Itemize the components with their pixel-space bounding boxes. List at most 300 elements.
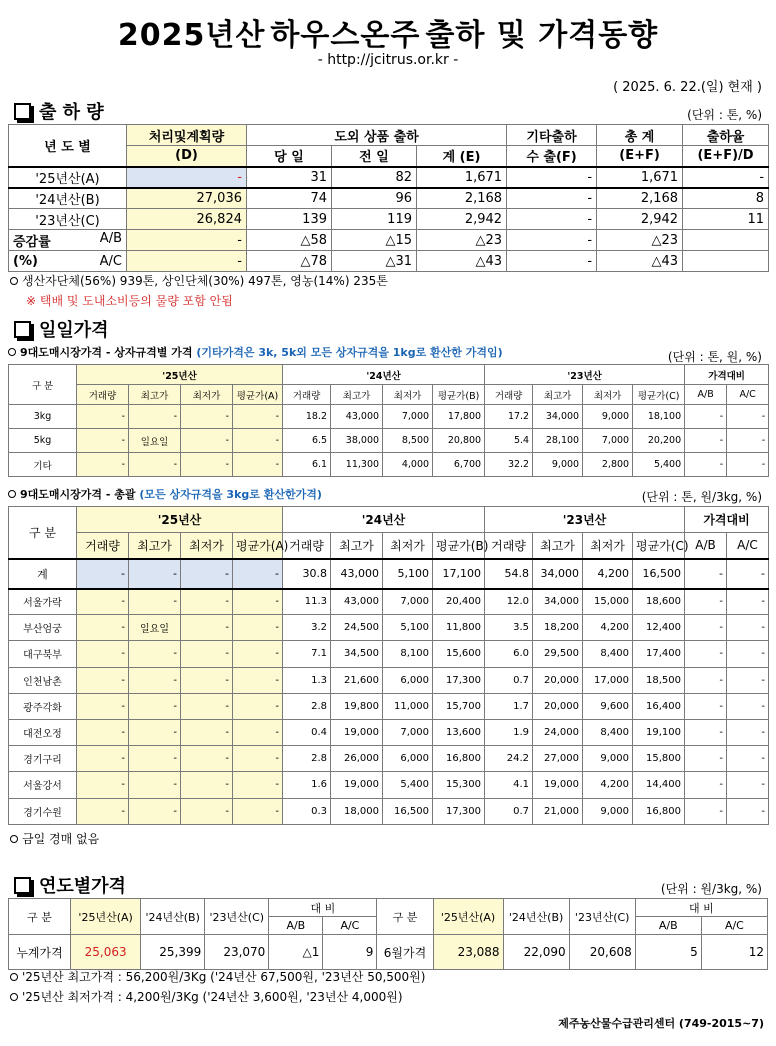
cell: -: [685, 589, 727, 615]
table-row: [9, 251, 769, 272]
cell: 21,600: [331, 667, 383, 693]
note-text: 금일 경매 없음: [22, 832, 100, 846]
header-other: 기타출하: [507, 125, 597, 146]
cell: 3.5: [485, 615, 533, 641]
checkbox-icon: [14, 321, 31, 338]
cell: 2,942: [417, 209, 507, 230]
subtitle-note: (기타가격은 3k, 5k외 모든 상자규격을 1kg로 환산한 가격임): [196, 346, 503, 359]
cell: -: [727, 798, 769, 824]
header-max: 최고가: [331, 385, 383, 405]
header-ab: A/B: [635, 917, 701, 935]
bullet-icon: [8, 490, 16, 498]
cell: -: [77, 453, 129, 477]
auction-note: [10, 830, 99, 847]
cell: -: [233, 405, 283, 429]
change-label: [9, 251, 127, 272]
cell: -: [129, 453, 181, 477]
cell: 1,671: [597, 167, 683, 188]
cell: -: [683, 167, 769, 188]
size-price-subtitle: [8, 344, 503, 360]
subtitle-text: 9대도매시장가격 - 총괄: [20, 488, 136, 501]
cell: -: [233, 719, 283, 745]
header-rate: 출하율: [683, 125, 769, 146]
cell: -: [127, 251, 247, 272]
row-label: 경기수원: [9, 798, 77, 824]
header-c: '23년산(C): [569, 899, 635, 935]
cell: 82: [332, 167, 417, 188]
cell: -: [727, 719, 769, 745]
cell: -: [233, 615, 283, 641]
cell: -: [129, 719, 181, 745]
report-date: ( 2025. 6. 22.(일) 현재 ): [613, 80, 762, 95]
cell: -: [233, 693, 283, 719]
cell: 16,800: [433, 746, 485, 772]
header-prev: 전 일: [332, 146, 417, 167]
section-shipment-title: [14, 98, 104, 124]
cell: -: [727, 429, 769, 453]
cell: △23: [417, 230, 507, 251]
cell: 27,000: [533, 746, 583, 772]
table-row: [9, 589, 769, 615]
cell: 74: [247, 188, 332, 209]
cell: -: [685, 667, 727, 693]
cell: 15,800: [633, 746, 685, 772]
row-label: 6월가격: [377, 935, 433, 970]
cell: -: [507, 209, 597, 230]
cell: 15,000: [583, 589, 633, 615]
cell: 5,100: [383, 559, 433, 589]
header-max: 최고가: [533, 533, 583, 559]
cell: 2,168: [597, 188, 683, 209]
cell: -: [233, 589, 283, 615]
cell: 1.7: [485, 693, 533, 719]
cell: -: [77, 641, 129, 667]
cell: 6,000: [383, 746, 433, 772]
cell: 17,300: [433, 667, 485, 693]
header-plan-d: (D): [127, 146, 247, 167]
cell: △43: [417, 251, 507, 272]
cell: 18,100: [633, 405, 685, 429]
cell: -: [181, 405, 233, 429]
cell: 31: [247, 167, 332, 188]
cell: -: [181, 693, 233, 719]
row-label: 경기구리: [9, 746, 77, 772]
cell: 0.7: [485, 667, 533, 693]
cell: 23,070: [205, 935, 269, 970]
site-url[interactable]: - http://jcitrus.or.kr -: [317, 52, 459, 68]
cell: 15,700: [433, 693, 485, 719]
cell: -: [507, 167, 597, 188]
max-price-note: [10, 968, 425, 985]
cell: 3.2: [283, 615, 331, 641]
cell: 4.1: [485, 772, 533, 798]
cell: -: [77, 746, 129, 772]
title-main: 하우스온주: [270, 18, 421, 53]
cell: -: [685, 719, 727, 745]
cell: 34,500: [331, 641, 383, 667]
cell: 0.7: [485, 798, 533, 824]
cell: -: [233, 772, 283, 798]
note-text: 생산자단체(56%) 939톤, 상인단체(30%) 497톤, 영농(14%) 235톤: [22, 274, 388, 288]
table-row: [9, 667, 769, 693]
cell: -: [685, 559, 727, 589]
bullet-icon: [8, 348, 16, 356]
cell: 6.0: [485, 641, 533, 667]
cell: 11,000: [383, 693, 433, 719]
header-y25: '25년산: [77, 365, 283, 385]
cell: 18.2: [283, 405, 331, 429]
bullet-icon: [10, 993, 18, 1001]
row-label: 계: [9, 559, 77, 589]
cell: 4,000: [383, 453, 433, 477]
cell: -: [77, 798, 129, 824]
cell: -: [727, 405, 769, 429]
header-gubun: 구 분: [9, 365, 77, 405]
header-min: 최저가: [383, 533, 433, 559]
min-price-note: [10, 988, 403, 1005]
header-total-ef: (E+F): [597, 146, 683, 167]
header-min: 최저가: [583, 385, 633, 405]
cell: 20,000: [533, 693, 583, 719]
cell: -: [727, 641, 769, 667]
subtitle-note: (모든 상자규격을 3kg로 환산한가격): [139, 488, 322, 501]
header-vol: 거래량: [485, 385, 533, 405]
cell: -: [181, 641, 233, 667]
cell: -: [129, 746, 181, 772]
row-label: 누계가격: [9, 935, 71, 970]
cell: 6.5: [283, 429, 331, 453]
header-gubun: 구 분: [9, 899, 71, 935]
cell: 8: [683, 188, 769, 209]
cell: 22,090: [503, 935, 569, 970]
cell: 8,400: [583, 719, 633, 745]
row-label: 기타: [9, 453, 77, 477]
title-prefix: 2025년산: [117, 18, 266, 53]
cell: 9,600: [583, 693, 633, 719]
cell: 25,399: [141, 935, 205, 970]
header-cmp: 가격대비: [685, 507, 769, 533]
cell: 25,063: [71, 935, 141, 970]
header-b: '24년산(B): [503, 899, 569, 935]
cell: 23,088: [433, 935, 503, 970]
table-row: [9, 693, 769, 719]
cell: 12: [701, 935, 767, 970]
header-vol: 거래량: [485, 533, 533, 559]
section-label: 출 하 량: [39, 102, 104, 123]
cell: 30.8: [283, 559, 331, 589]
cell: 4,200: [583, 772, 633, 798]
row-label: 3kg: [9, 405, 77, 429]
cell: 139: [247, 209, 332, 230]
header-ac: A/C: [323, 917, 377, 935]
cell: 0.4: [283, 719, 331, 745]
header-avg: 평균가(C): [633, 533, 685, 559]
cell: 7,000: [583, 429, 633, 453]
header-ac: A/C: [701, 917, 767, 935]
cell: -: [507, 230, 597, 251]
cell: 11.3: [283, 589, 331, 615]
header-min: 최저가: [181, 385, 233, 405]
cell: -: [727, 772, 769, 798]
header-sum-e: 계 (E): [417, 146, 507, 167]
cell: -: [77, 693, 129, 719]
header-rate-formula: (E+F)/D: [683, 146, 769, 167]
header-vol: 거래량: [77, 385, 129, 405]
cell: 96: [332, 188, 417, 209]
cell: 20,000: [533, 667, 583, 693]
cell: -: [129, 641, 181, 667]
cell: -: [727, 746, 769, 772]
cell: 24,000: [533, 719, 583, 745]
cell: 54.8: [485, 559, 533, 589]
change-label: [9, 230, 127, 251]
cell: -: [181, 453, 233, 477]
size-price-table: [8, 364, 769, 477]
cell: -: [233, 429, 283, 453]
section-yearly-price-title: [14, 872, 126, 898]
header-y25: '25년산: [77, 507, 283, 533]
cell: 15,600: [433, 641, 485, 667]
header-min: 최저가: [583, 533, 633, 559]
cell: 17,300: [433, 798, 485, 824]
cell: 26,000: [331, 746, 383, 772]
cell: 4,200: [583, 559, 633, 589]
header-max: 최고가: [533, 385, 583, 405]
cell: 27,036: [127, 188, 247, 209]
cell: -: [727, 453, 769, 477]
subtitle-text: 9대도매시장가격 - 상자규격별 가격: [20, 346, 193, 359]
cell: 2,800: [583, 453, 633, 477]
shipment-note: [10, 272, 388, 289]
cell: 일요일: [129, 429, 181, 453]
cell: -: [181, 667, 233, 693]
cell: -: [129, 693, 181, 719]
cell: -: [727, 667, 769, 693]
table-row: [9, 209, 769, 230]
cell: -: [181, 615, 233, 641]
cell: -: [727, 589, 769, 615]
cell: 119: [332, 209, 417, 230]
page-title: [0, 10, 776, 54]
cell: △23: [597, 230, 683, 251]
row-label: 서울강서: [9, 772, 77, 798]
cell: -: [685, 405, 727, 429]
cell: 9,000: [583, 746, 633, 772]
row-label: '24년산(B): [9, 188, 127, 209]
table-row: [9, 615, 769, 641]
row-label: '25년산(A): [9, 167, 127, 188]
table-row: [9, 230, 769, 251]
row-label: 5kg: [9, 429, 77, 453]
cell: 9,000: [583, 405, 633, 429]
cell: 14,400: [633, 772, 685, 798]
header-max: 최고가: [331, 533, 383, 559]
cell: 2.8: [283, 746, 331, 772]
cell: 16,400: [633, 693, 685, 719]
table-row: [9, 719, 769, 745]
cell: 13,600: [433, 719, 485, 745]
footer-org: 제주농산물수급관리센터 (749-2015~7): [558, 1017, 764, 1030]
cell: 7,000: [383, 405, 433, 429]
table-row: [9, 559, 769, 589]
cell: [683, 230, 769, 251]
cell: -: [129, 798, 181, 824]
header-year: 년 도 별: [9, 125, 127, 167]
cell: 7,000: [383, 589, 433, 615]
cell: 0.3: [283, 798, 331, 824]
header-avg: 평균가(B): [433, 533, 485, 559]
cell: 9,000: [533, 453, 583, 477]
header-gubun: 구 분: [9, 507, 77, 559]
cell: -: [181, 559, 233, 589]
table-row: [9, 935, 768, 970]
cell: 20,400: [433, 589, 485, 615]
checkbox-icon: [14, 877, 31, 894]
cell: 5.4: [485, 429, 533, 453]
ac-label: A/C: [99, 253, 122, 269]
cell: 16,800: [633, 798, 685, 824]
header-y24: '24년산: [283, 365, 485, 385]
cell: 9: [323, 935, 377, 970]
header-y23: '23년산: [485, 507, 685, 533]
market-price-table: [8, 506, 769, 825]
cell: 16,500: [633, 559, 685, 589]
cell: 8,100: [383, 641, 433, 667]
cell: -: [727, 615, 769, 641]
header-vol: 거래량: [77, 533, 129, 559]
cell: 4,200: [583, 615, 633, 641]
table-row: [9, 772, 769, 798]
summary-price-subtitle: [8, 486, 322, 502]
size-price-body: [9, 405, 769, 477]
cell: 20,608: [569, 935, 635, 970]
row-label: 부산엄궁: [9, 615, 77, 641]
cell: -: [77, 719, 129, 745]
header-avg: 평균가(A): [233, 385, 283, 405]
cell: △1: [269, 935, 323, 970]
cell: -: [181, 589, 233, 615]
cell: -: [77, 615, 129, 641]
row-label: 대구북부: [9, 641, 77, 667]
cell: 1.3: [283, 667, 331, 693]
cell: -: [727, 693, 769, 719]
cell: -: [77, 429, 129, 453]
cell: 7.1: [283, 641, 331, 667]
cell: -: [233, 746, 283, 772]
cell: 9,000: [583, 798, 633, 824]
header-avg: 평균가(C): [633, 385, 685, 405]
cell: 2.8: [283, 693, 331, 719]
market-price-body: [9, 559, 769, 825]
header-total: 총 계: [597, 125, 683, 146]
cell: 1,671: [417, 167, 507, 188]
unit-label: (단위 : 톤, %): [687, 108, 762, 122]
unit-label: (단위 : 톤, 원, %): [667, 350, 762, 364]
cell: -: [129, 589, 181, 615]
cell: 24,500: [331, 615, 383, 641]
cell: -: [233, 667, 283, 693]
cell: -: [77, 405, 129, 429]
cell: 6.1: [283, 453, 331, 477]
cell: 12,400: [633, 615, 685, 641]
cell: 2,168: [417, 188, 507, 209]
header-ab: A/B: [269, 917, 323, 935]
header-ac: A/C: [727, 385, 769, 405]
table-row: [9, 405, 769, 429]
cell: 5,100: [383, 615, 433, 641]
cell: 18,500: [633, 667, 685, 693]
header-outside: 도외 상품 출하: [247, 125, 507, 146]
header-vol: 거래량: [283, 533, 331, 559]
row-label: 서울가락: [9, 589, 77, 615]
cell: -: [507, 188, 597, 209]
cell: -: [127, 167, 247, 188]
cell: △31: [332, 251, 417, 272]
cell: 17,100: [433, 559, 485, 589]
header-vol: 거래량: [283, 385, 331, 405]
cell: -: [77, 772, 129, 798]
header-export: 수 출(F): [507, 146, 597, 167]
cell: 5,400: [633, 453, 685, 477]
cell: 26,824: [127, 209, 247, 230]
cell: 28,100: [533, 429, 583, 453]
change-label-text: (%): [13, 253, 38, 269]
cell: -: [181, 429, 233, 453]
cell: 16,500: [383, 798, 433, 824]
cell: -: [685, 746, 727, 772]
cell: -: [77, 559, 129, 589]
row-label: 광주각화: [9, 693, 77, 719]
cell: -: [685, 693, 727, 719]
header-min: 최저가: [181, 533, 233, 559]
cell: 24.2: [485, 746, 533, 772]
header-cmp: 가격대비: [685, 365, 769, 385]
cell: -: [233, 559, 283, 589]
header-cmp: 대 비: [635, 899, 767, 917]
cell: -: [129, 405, 181, 429]
header-avg: 평균가(B): [433, 385, 485, 405]
header-max: 최고가: [129, 385, 181, 405]
header-gubun: 구 분: [377, 899, 433, 935]
cell: 17,000: [583, 667, 633, 693]
cell: -: [685, 453, 727, 477]
title-suffix: 출하 및 가격동향: [425, 18, 659, 53]
header-plan: 처리및계획량: [127, 125, 247, 146]
cell: 18,000: [331, 798, 383, 824]
row-label: 인천남촌: [9, 667, 77, 693]
cell: 43,000: [331, 405, 383, 429]
header-a: '25년산(A): [433, 899, 503, 935]
cell: -: [233, 798, 283, 824]
cell: -: [181, 798, 233, 824]
cell: -: [77, 589, 129, 615]
cell: 19,000: [331, 772, 383, 798]
unit-label: (단위 : 원/3kg, %): [660, 882, 762, 896]
cell: -: [129, 772, 181, 798]
cell: 1.9: [485, 719, 533, 745]
cell: -: [685, 615, 727, 641]
note-text: '25년산 최고가격 : 56,200원/3Kg ('24년산 67,500원, '23년산 50,500원): [22, 970, 426, 984]
cell: 43,000: [331, 589, 383, 615]
header-ac: A/C: [727, 533, 769, 559]
header-today: 당 일: [247, 146, 332, 167]
header-max: 최고가: [129, 533, 181, 559]
header-cmp: 대 비: [269, 899, 377, 917]
cell: -: [685, 772, 727, 798]
cell: 34,000: [533, 405, 583, 429]
cell: 11,300: [331, 453, 383, 477]
cell: 6,000: [383, 667, 433, 693]
